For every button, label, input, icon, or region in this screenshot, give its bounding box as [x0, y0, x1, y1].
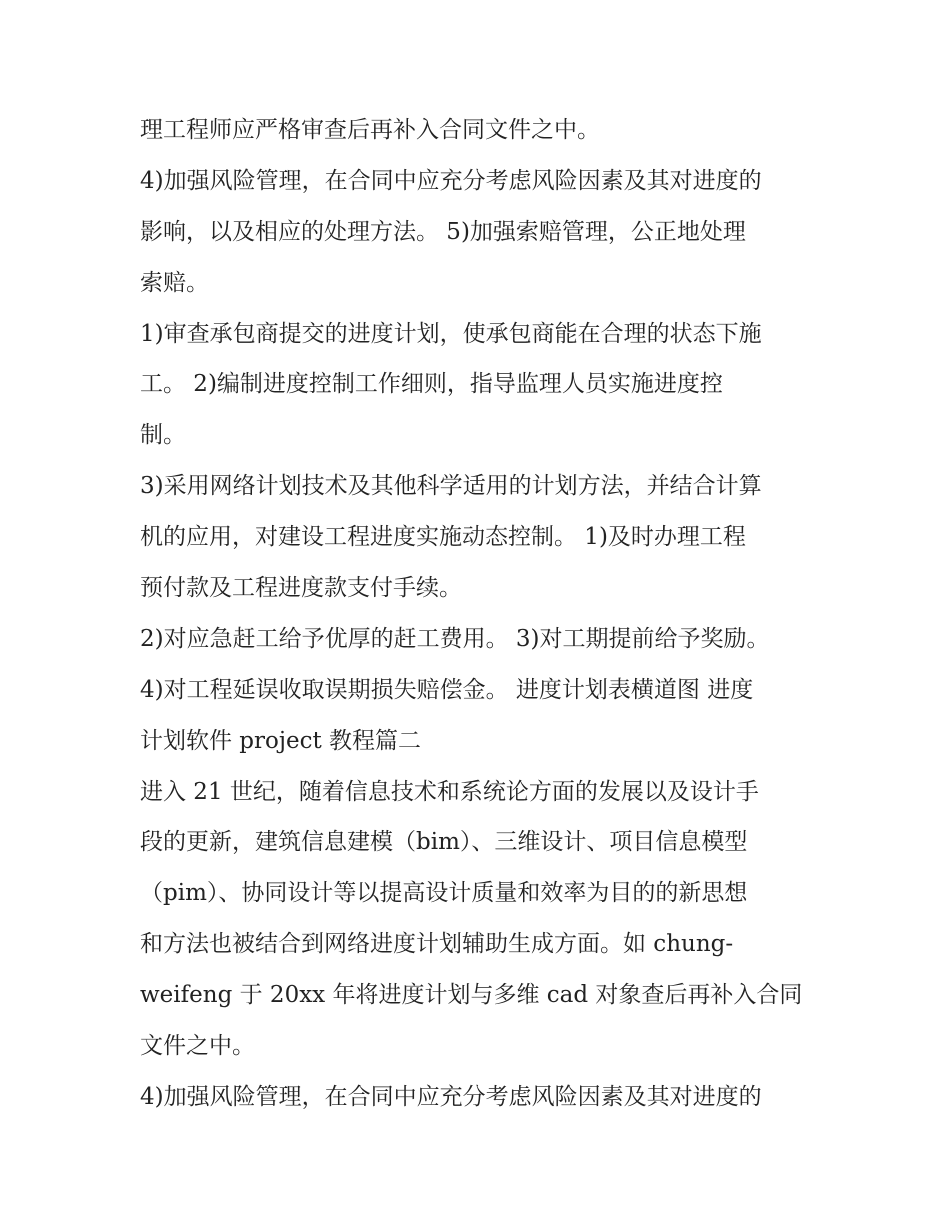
text-line: 4)加强风险管理，在合同中应充分考虑风险因素及其对进度的: [140, 167, 762, 194]
text-line: 计划软件 project 教程篇二: [140, 727, 422, 754]
text-line: 和方法也被结合到网络进度计划辅助生成方面。如 chung-: [140, 931, 734, 958]
text-line: 影响，以及相应的处理方法。 5)加强索赔管理，公正地处理: [140, 218, 746, 245]
text-line: 工。 2)编制进度控制工作细则，指导监理人员实施进度控: [140, 371, 723, 398]
text-line: weifeng 于 20xx 年将进度计划与多维 cad 对象查后再补入合同: [140, 982, 803, 1009]
text-line: 机的应用，对建设工程进度实施动态控制。 1)及时办理工程: [140, 524, 746, 551]
text-line: 4)加强风险管理，在合同中应充分考虑风险因素及其对进度的: [140, 1083, 762, 1110]
text-line: 3)采用网络计划技术及其他科学适用的计划方法，并结合计算: [140, 473, 762, 500]
text-line: 1)审查承包商提交的进度计划，使承包商能在合理的状态下施: [140, 320, 762, 347]
text-line: 制。: [140, 422, 186, 449]
text-line: 进入 21 世纪，随着信息技术和系统论方面的发展以及设计手: [140, 778, 759, 805]
text-line: 理工程师应严格审查后再补入合同文件之中。: [140, 117, 600, 143]
text-line: （pim）、协同设计等以提高设计质量和效率为目的的新思想: [140, 880, 748, 907]
text-line: 索赔。: [140, 269, 209, 296]
text-line: 预付款及工程进度款支付手续。: [140, 575, 462, 602]
text-line: 2)对应急赶工给予优厚的赶工费用。 3)对工期提前给予奖励。: [140, 625, 770, 652]
text-line: 段的更新，建筑信息建模（bim）、三维设计、项目信息模型: [140, 829, 748, 856]
text-line: 4)对工程延误收取误期损失赔偿金。 进度计划表横道图 进度: [140, 676, 754, 703]
document-body: [140, 105, 820, 1123]
text-line: 文件之中。: [140, 1033, 255, 1060]
